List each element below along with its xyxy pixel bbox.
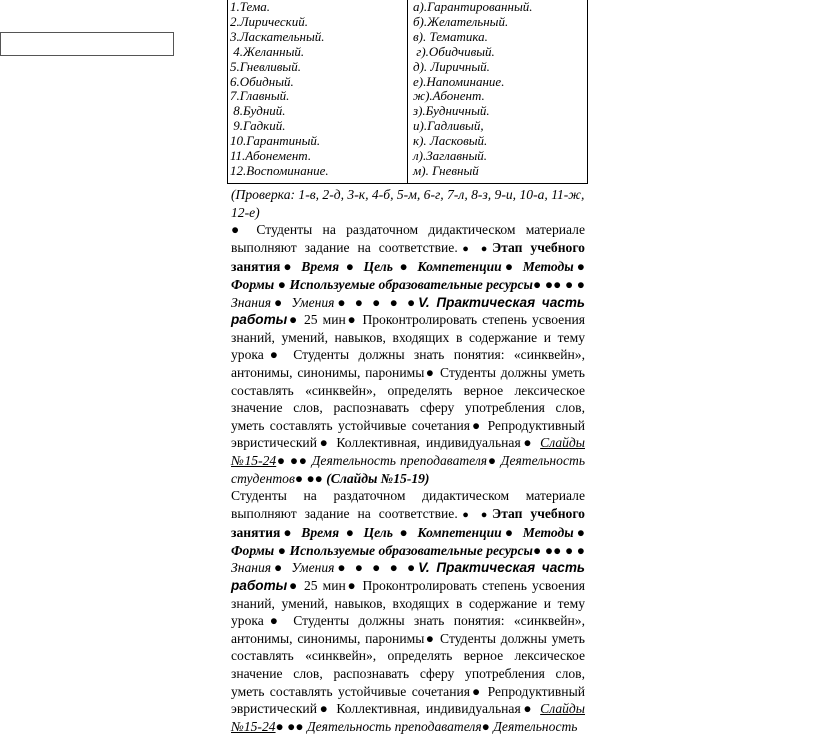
etap-heading: Этап учебного занятия: [231, 239, 585, 275]
table-cell-right: в). Тематика.: [413, 28, 488, 44]
metody-heading: ● Методы: [501, 259, 574, 275]
komp-heading: ● Компетенции: [399, 525, 502, 541]
slides-ref: (Слайды №15-19): [326, 470, 430, 486]
empty-text-box: [0, 32, 174, 56]
komp-heading: ● Компетенции: [399, 259, 502, 275]
table-cell-left: 12.Воспоминание.: [230, 162, 329, 178]
cel-heading: ● Цель: [345, 259, 393, 275]
table-cell-left: 6.Обидный.: [230, 73, 294, 89]
bullet-glyph: ● ●●: [275, 718, 304, 734]
etap-heading: Этап учебного занятия: [231, 505, 585, 541]
table-cell-right: е).Напоминание.: [413, 73, 505, 89]
table-cell-left: 4.Желанный.: [230, 43, 305, 59]
teacher-activity: Деятельность преподавателя: [306, 718, 482, 734]
bullet-glyph: ● ●: [457, 242, 492, 255]
table-cell-left: 5.Гневливый.: [230, 58, 301, 74]
table-cell-right: г).Обидчивый.: [413, 43, 495, 59]
lesson-block-1: [231, 221, 585, 487]
practical-part-heading: V. Практическая часть работы: [231, 560, 585, 594]
table-cell-left: 7.Главный.: [230, 88, 290, 104]
bullet-glyph: ● ●● ● ●: [532, 542, 585, 558]
bullet-glyph: ● ●●: [294, 470, 323, 486]
intro-text: Студенты на раздаточном дидактическом материале выполняют задание на соответствие.: [231, 488, 585, 521]
document-body: [231, 186, 585, 735]
bullet-glyph: ● ●●: [276, 452, 308, 468]
table-cell-right: д). Лиричный.: [413, 58, 490, 74]
metody-heading: ● Методы: [501, 525, 574, 541]
lesson-body: ● Проконтролировать степень усвоения знаний, умений, навыков, входящих в содержание и тему урока● Студенты должны знать понятия: «синквейн», антонимы, синонимы, паронимы● Студенты должны уметь составлять «синквейн», определять верное лексическое значение слов, распознавать сферу употребления слов, уметь составлять устойчивые сочетания● Репродуктивный эвристический● Коллективная, индивидуальная●: [231, 578, 585, 717]
student-activity: ● Деятельность: [481, 718, 578, 734]
table-divider: [407, 0, 408, 183]
table-cell-right: ж).Абонент.: [413, 88, 485, 104]
table-cell-right: з).Будничный.: [413, 103, 490, 119]
slides-link[interactable]: Слайды №15-24: [231, 435, 585, 468]
resursy-heading: ● Используемые образовательные ресурсы: [277, 542, 533, 558]
umeniya-label: ● Умения: [271, 294, 335, 310]
check-answers: (Проверка: 1-в, 2-д, 3-к, 4-б, 5-м, 6-г, 7-л, 8-з, 9-и, 10-а, 11-ж, 12-е): [231, 187, 585, 220]
znaniya-label: Знания: [231, 294, 272, 310]
table-cell-left: 2.Лирический.: [230, 13, 308, 29]
table-cell-left: 9.Гадкий.: [230, 118, 286, 134]
practical-part-heading: V. Практическая часть работы: [231, 294, 585, 328]
table-left-column: [230, 0, 405, 179]
slides-link[interactable]: Слайды №15-24: [231, 701, 585, 734]
bullet-glyph: ● ●● ● ●: [532, 276, 585, 292]
table-cell-left: 10.Гарантиный.: [230, 133, 321, 149]
teacher-activity: Деятельность преподавателя: [311, 452, 488, 468]
bullet-glyph: ● ●: [457, 508, 492, 521]
duration: ● 25 мин: [287, 578, 346, 594]
table-cell-right: и).Гадливый,: [413, 118, 484, 134]
table-cell-right: б).Желательный.: [413, 13, 509, 29]
znaniya-label: Знания: [231, 560, 272, 576]
vremya-heading: ● Время: [280, 525, 340, 541]
matching-table: [227, 0, 588, 184]
table-right-column: [413, 0, 585, 179]
table-cell-right: л).Заглавный.: [413, 148, 488, 164]
formy-heading: ● Формы: [231, 525, 585, 558]
table-cell-right: м). Гневный: [413, 162, 479, 178]
table-cell-left: 8.Будний.: [230, 103, 286, 119]
vremya-heading: ● Время: [280, 259, 340, 275]
lesson-block-2: [231, 487, 585, 735]
cel-heading: ● Цель: [345, 525, 393, 541]
table-cell-right: а).Гарантированный.: [413, 0, 533, 14]
table-cell-left: 3.Ласкательный.: [230, 28, 325, 44]
bullet-glyph: ● ● ● ● ●: [334, 294, 419, 310]
duration: ● 25 мин: [287, 312, 346, 328]
table-cell-left: 1.Тема.: [230, 0, 271, 14]
intro-text: ● Студенты на раздаточном дидактическом материале выполняют задание на соответствие.: [231, 222, 585, 255]
formy-heading: ● Формы: [231, 259, 585, 292]
student-activity: ● Деятельность студентов: [231, 452, 585, 486]
umeniya-label: ● Умения: [271, 560, 335, 576]
lesson-body: ● Проконтролировать степень усвоения знаний, умений, навыков, входящих в содержание и тему урока● Студенты должны знать понятия: «синквейн», антонимы, синонимы, паронимы● Студенты должны уметь составлять «синквейн», определять верное лексическое значение слов, распознавать сферу употребления слов, уметь составлять устойчивые сочетания● Репродуктивный эвристический● Коллективная, индивидуальная●: [231, 312, 585, 451]
table-cell-left: 11.Абонемент.: [230, 148, 312, 164]
resursy-heading: ● Используемые образовательные ресурсы: [277, 276, 533, 292]
table-cell-right: к). Ласковый.: [413, 133, 488, 149]
bullet-glyph: ● ● ● ● ●: [334, 560, 419, 576]
